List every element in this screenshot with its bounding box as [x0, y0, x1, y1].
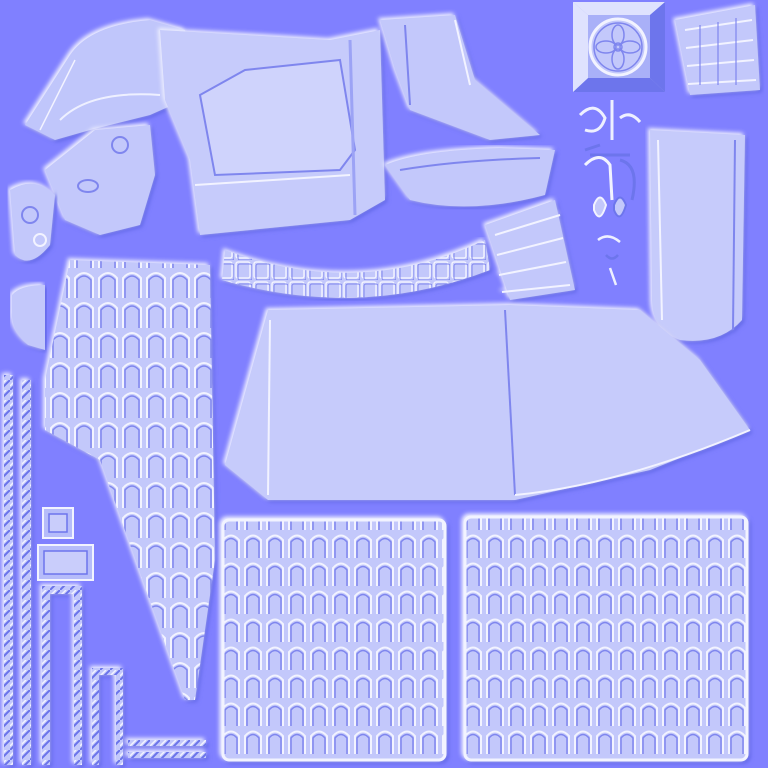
emblem-medallion	[573, 2, 665, 92]
scale-grid-right	[465, 517, 747, 760]
finger-plates-top	[675, 5, 760, 95]
neck-guard	[650, 130, 745, 341]
scale-grid-left	[223, 520, 445, 760]
